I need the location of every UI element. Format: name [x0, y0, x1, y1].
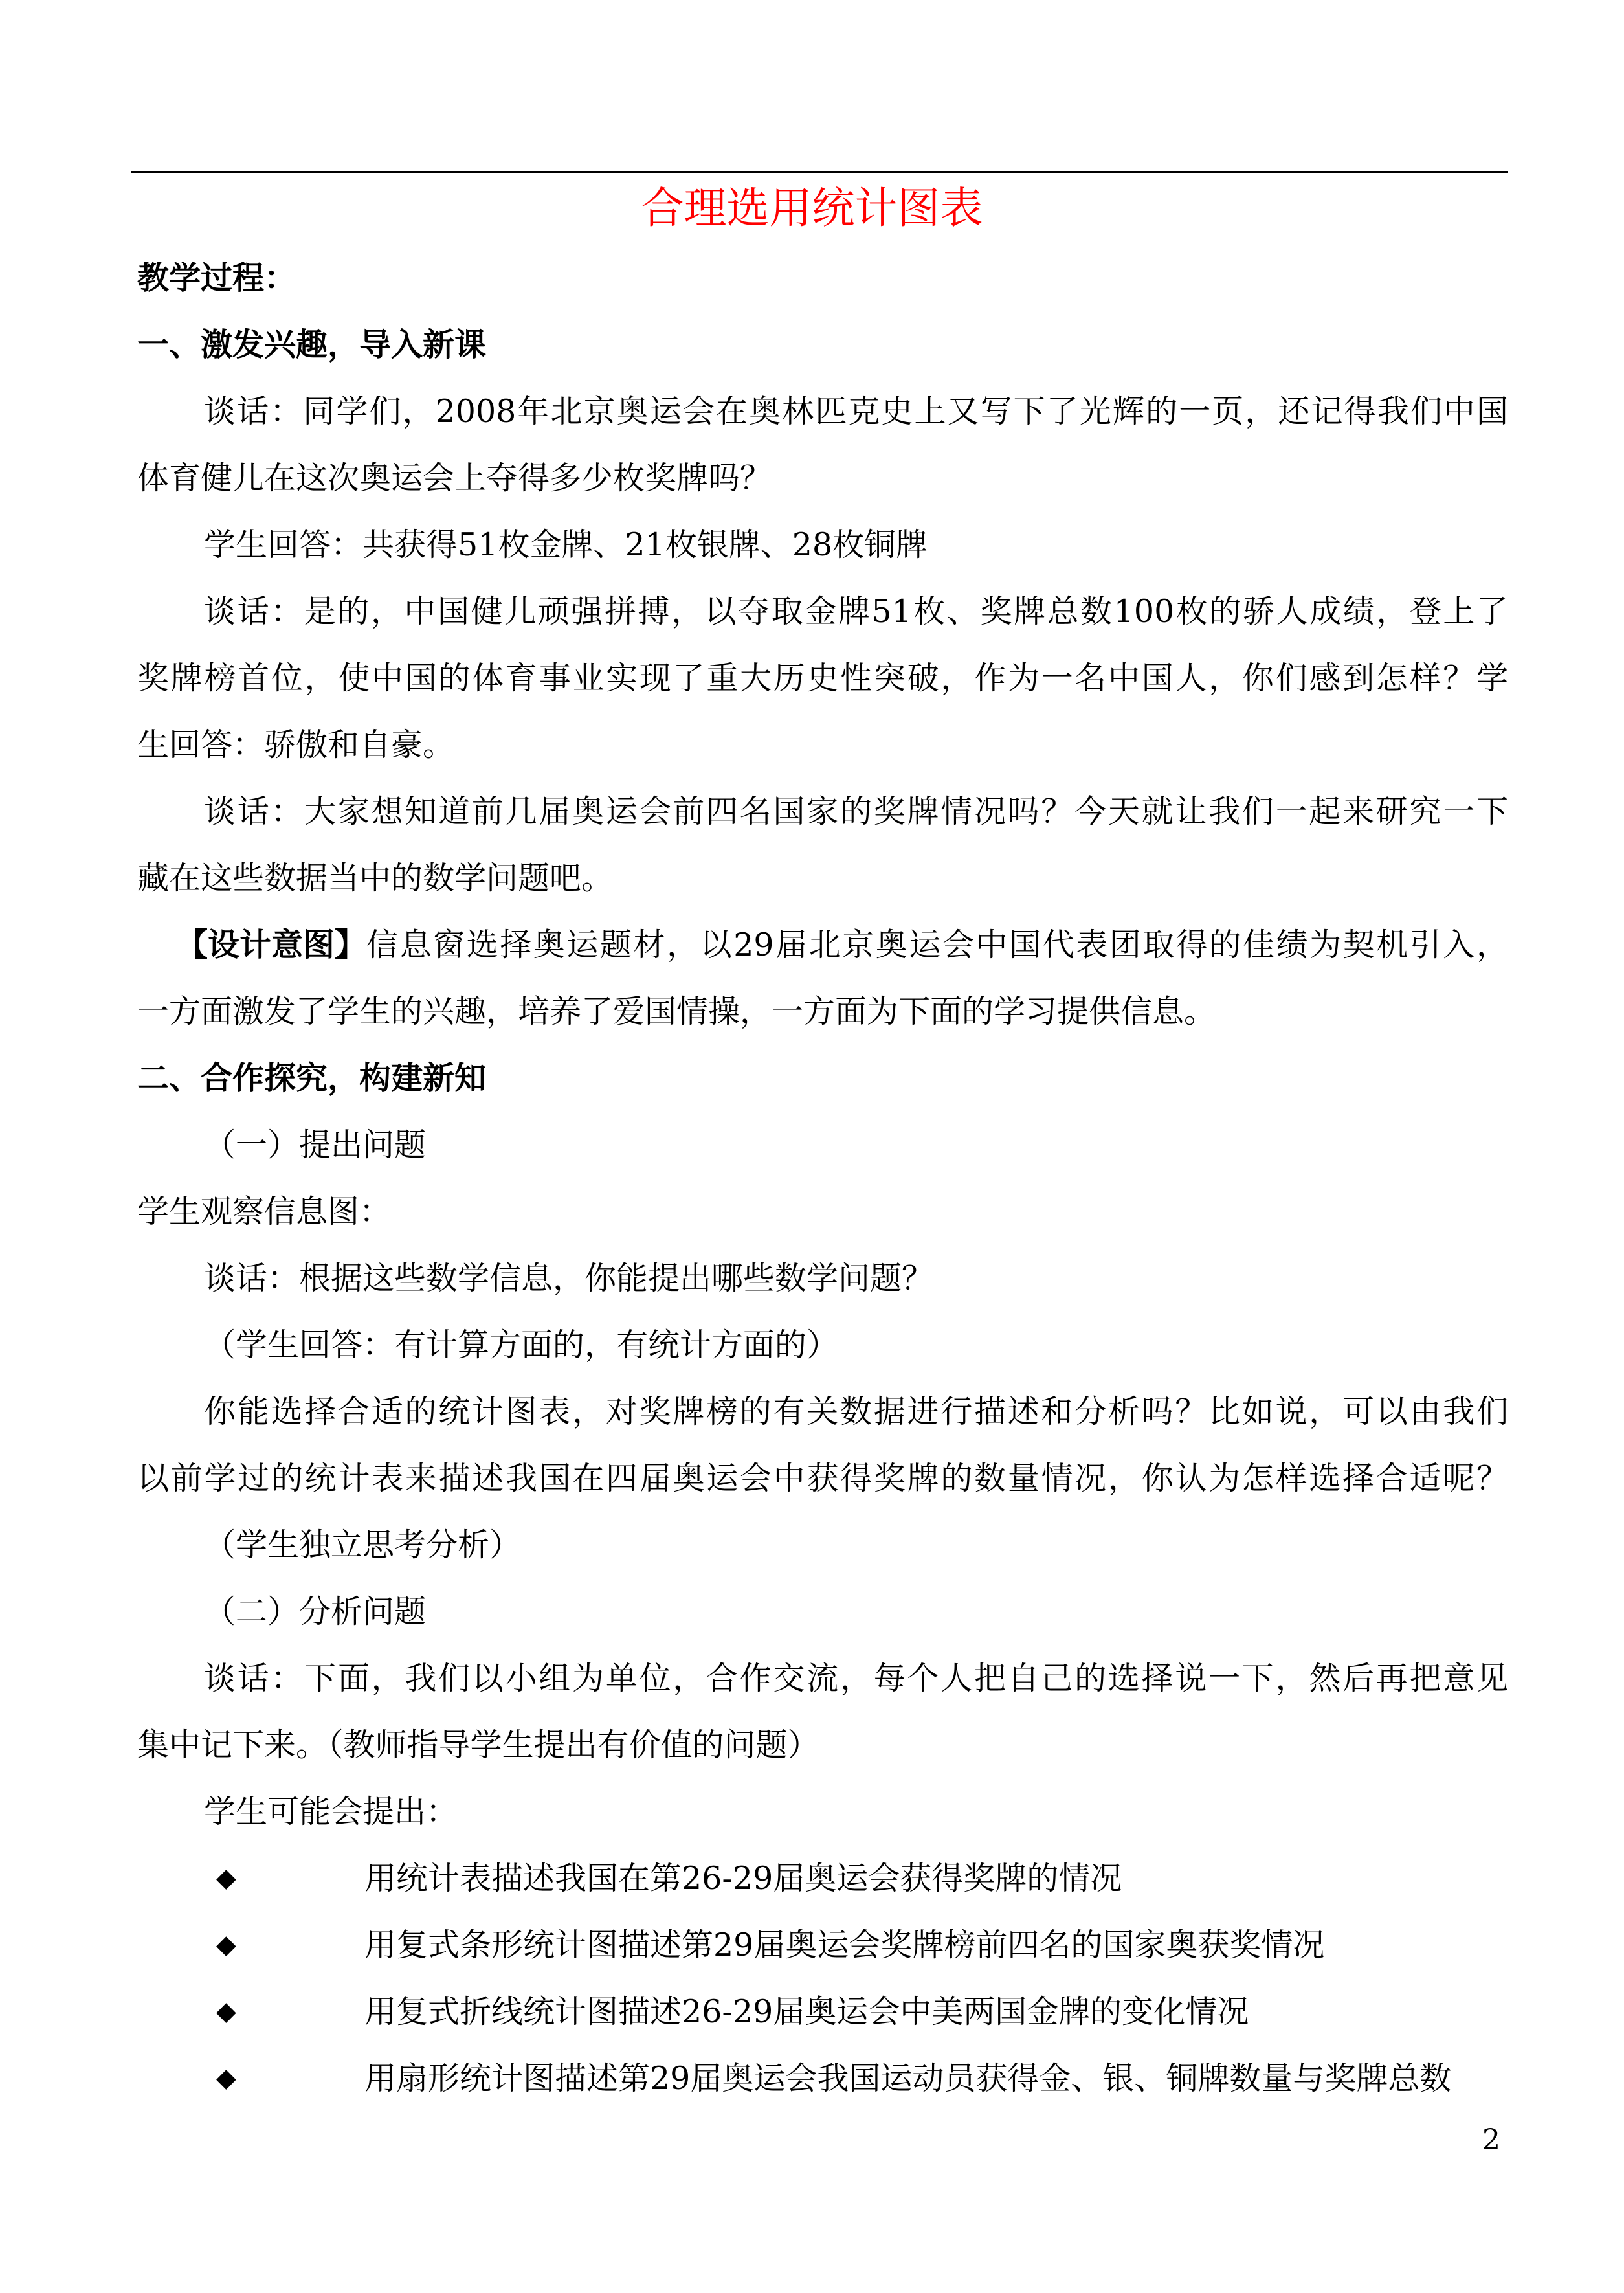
diamond-bullet-icon: ◆ — [216, 1863, 236, 1893]
document-body — [137, 245, 1508, 2112]
paragraph-line: 一方面激发了学生的兴趣，培养了爱国情操，一方面为下面的学习提供信息。 — [137, 993, 1216, 1030]
bullet-item — [137, 1845, 1508, 1912]
paragraph-line: 谈话：是的，中国健儿顽强拼搏，以夺取金牌51枚、奖牌总数100枚的骄人成绩，登上了 — [204, 593, 1508, 630]
diamond-bullet-icon: ◆ — [216, 1930, 236, 1960]
paragraph-line: （学生回答：有计算方面的，有统计方面的） — [204, 1326, 839, 1363]
bullet-text: 用统计表描述我国在第26-29届奥运会获得奖牌的情况 — [364, 1860, 1122, 1897]
page-number: 2 — [1482, 2123, 1500, 2156]
bullet-text: 用复式条形统计图描述第29届奥运会奖牌榜前四名的国家奥获奖情况 — [364, 1927, 1325, 1963]
bullet-text: 用复式折线统计图描述26-29届奥运会中美两国金牌的变化情况 — [364, 1993, 1249, 2030]
bullet-item — [137, 2045, 1508, 2112]
paragraph-line: 谈话：大家想知道前几届奥运会前四名国家的奖牌情况吗？今天就让我们一起来研究一下 — [204, 793, 1508, 830]
paragraph-line: 藏在这些数据当中的数学问题吧。 — [137, 860, 614, 897]
paragraph-line: 奖牌榜首位，使中国的体育事业实现了重大历史性突破，作为一名中国人，你们感到怎样？学 — [137, 660, 1508, 697]
paragraph-line: 体育健儿在这次奥运会上夺得多少枚奖牌吗？ — [137, 460, 772, 497]
bullet-item — [137, 1978, 1508, 2045]
paragraph-line: 谈话：下面，我们以小组为单位，合作交流，每个人把自己的选择说一下，然后再把意见 — [204, 1660, 1508, 1697]
paragraph-line: 谈话：同学们，2008年北京奥运会在奥林匹克史上又写下了光辉的一页，还记得我们中国 — [204, 393, 1508, 430]
header-rule — [131, 171, 1508, 173]
paragraph-line: 生回答：骄傲和自豪。 — [137, 726, 455, 763]
paragraph-line: 谈话：根据这些数学信息，你能提出哪些数学问题？ — [204, 1260, 934, 1297]
paragraph-line: 你能选择合适的统计图表，对奖牌榜的有关数据进行描述和分析吗？比如说，可以由我们 — [204, 1393, 1508, 1430]
bullet-text: 用扇形统计图描述第29届奥运会我国运动员获得金、银、铜牌数量与奖牌总数 — [364, 2060, 1452, 2097]
diamond-bullet-icon: ◆ — [216, 2063, 236, 2093]
section-heading: 二、合作探究，构建新知 — [137, 1059, 487, 1097]
design-intent-text: 信息窗选择奥运题材，以29届北京奥运会中国代表团取得的佳绩为契机引入， — [366, 926, 1508, 963]
paragraph-line: 学生可能会提出： — [204, 1793, 458, 1830]
paragraph-line: 学生回答：共获得51枚金牌、21枚银牌、28枚铜牌 — [204, 526, 928, 563]
design-intent-label: 【设计意图】 — [176, 926, 367, 963]
diamond-bullet-icon: ◆ — [216, 1997, 236, 2026]
paragraph-line: 以前学过的统计表来描述我国在四届奥运会中获得奖牌的数量情况，你认为怎样选择合适呢？ — [137, 1460, 1508, 1497]
subsection-heading: （二）分析问题 — [204, 1593, 427, 1630]
paragraph-line: 学生观察信息图： — [137, 1193, 392, 1230]
section-heading: 一、激发兴趣，导入新课 — [137, 326, 487, 363]
document-title: 合理选用统计图表 — [641, 183, 983, 233]
subsection-heading: （一）提出问题 — [204, 1126, 427, 1163]
paragraph-line: （学生独立思考分析） — [204, 1527, 522, 1563]
design-intent-line — [137, 912, 1508, 978]
section-heading: 教学过程： — [137, 259, 296, 296]
paragraph-line: 集中记下来。（教师指导学生提出有价值的问题） — [137, 1727, 819, 1763]
bullet-item — [137, 1912, 1508, 1978]
